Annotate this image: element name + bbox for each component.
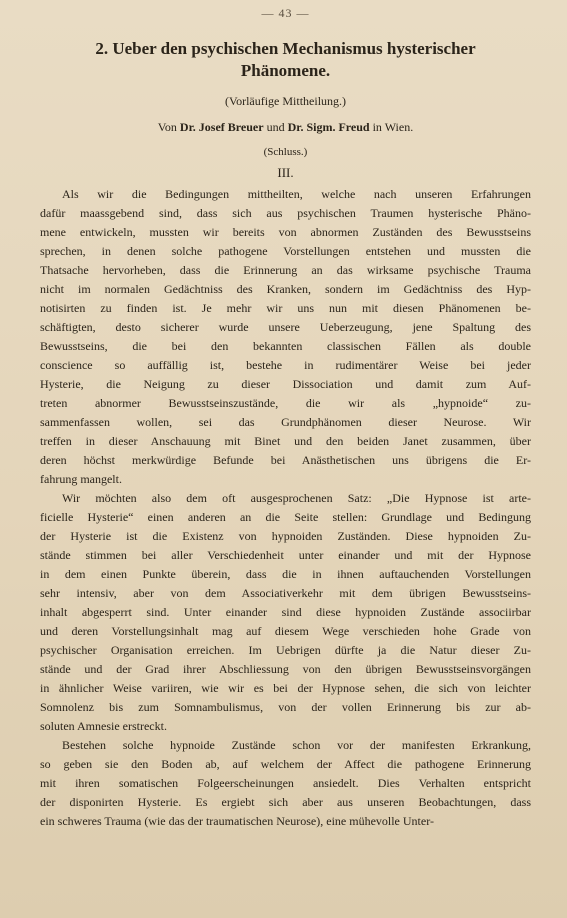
byline-conjunction: und — [263, 120, 288, 134]
byline — [40, 120, 531, 135]
author-breuer: Dr. Josef Breuer — [179, 120, 264, 134]
text-line: Bestehen solche hypnoide Zustände schon vor der manifesten Erkrankung, — [62, 738, 531, 752]
article-title — [40, 38, 531, 82]
text-line: soluten Amnesie erstreckt. — [40, 719, 167, 733]
title-line: 2. Ueber den psychischen Mechanismus hysterischer — [95, 39, 476, 58]
title-line: Phänomene. — [240, 61, 331, 80]
page-number: — 43 — — [261, 6, 310, 20]
text-line: deren höchst merkwürdige Befunde bei Anästhetischen uns übrigens die Er- — [40, 453, 531, 467]
preliminary-note: (Vorläufige Mittheilung.) — [224, 94, 347, 108]
section-number: III. — [277, 165, 294, 180]
text-line: sammenfassen wollen, sei das Grundphänomen dieser Neurose. Wir — [40, 415, 531, 429]
conclusion-note: (Schluss.) — [263, 146, 308, 158]
text-line: und deren Vorstellungsinhalt mag auf diesem Wege verschieden hohe Grade von — [40, 624, 531, 638]
text-line: stände und der Grad ihrer Abschliessung von den übrigen Bewusstseinsvorgängen — [40, 662, 531, 676]
text-line: der disponirten Hysterie. Es ergiebt sich aber aus unseren Beobachtungen, dass — [40, 795, 531, 809]
paragraph — [40, 736, 531, 831]
text-line: Bewusstseins, die bei den bekannten classischen Fällen als double — [40, 339, 531, 353]
text-line: psychischer Organisation erreichen. Im Uebrigen dürfte ja die Natur dieser Zu- — [40, 643, 531, 657]
text-line: ficielle Hysterie“ einen anderen an die Seite stellen: Grundlage und Bedingung — [40, 510, 531, 524]
text-line: notisirten zu finden ist. Je mehr wir uns nun mit diesen Phänomenen be- — [40, 301, 531, 315]
text-line: fahrung mangelt. — [40, 472, 122, 486]
text-line: sehr intensiv, aber von dem Associativerkehr mit dem übrigen Bewusstseins- — [40, 586, 531, 600]
text-line: Somnolenz bis zum Somnambulismus, von der vollen Erinnerung bis zur ab- — [40, 700, 531, 714]
text-line: dafür maassgebend sind, dass sich aus psychischen Traumen hysterische Phäno- — [40, 206, 531, 220]
text-line: der Hysterie ist die Existenz von hypnoiden Zuständen. Diese hypnoiden Zu- — [40, 529, 531, 543]
text-line: Hysterie, die Neigung zu dieser Dissociation und damit zum Auf- — [40, 377, 531, 391]
text-line: sprechen, in denen solche pathogene Vorstellungen entstehen und mussten die — [40, 244, 531, 258]
text-line: ein schweres Trauma (wie das der traumatischen Neurose), eine mühevolle Unter- — [40, 814, 434, 828]
text-line: Thatsache hervorheben, dass die Erinnerung an das wirksame psychische Trauma — [40, 263, 531, 277]
text-line: nicht im normalen Gedächtniss des Kranken, sondern im Gedächtniss des Hyp- — [40, 282, 531, 296]
text-line: conscience so auffällig ist, bestehe in rudimentärer Weise bei jeder — [40, 358, 531, 372]
text-line: mene entwickeln, mussten wir bereits von abnormen Zuständen des Bewusstseins — [40, 225, 531, 239]
text-line: schäftigten, desto sicherer wurde unsere Ueberzeugung, jene Spaltung des — [40, 320, 531, 334]
body-text — [40, 185, 531, 831]
text-line: Wir möchten also dem oft ausgesprochenen Satz: „Die Hypnose ist arte- — [62, 491, 531, 505]
text-line: inhalt abgesperrt sind. Unter einander sind diese hypnoiden Zustände associirbar — [40, 605, 531, 619]
text-line: treffen in dieser Anschauung mit Binet und den beiden Janet zusammen, über — [40, 434, 531, 448]
paragraph — [40, 185, 531, 489]
text-line: in ähnlicher Weise variiren, wie wir es bei der Hypnose sehen, die sich von leichter — [40, 681, 531, 695]
text-line: in dem einen Punkte überein, dass die in ihnen auftauchenden Vorstellungen — [40, 567, 531, 581]
paragraph — [40, 489, 531, 736]
text-line: Als wir die Bedingungen mittheilten, welche nach unseren Erfahrungen — [62, 187, 531, 201]
text-line: stände stimmen bei aller Verschiedenheit unter einander und mit der Hypnose — [40, 548, 531, 562]
text-line: so geben sie den Boden ab, auf welchem der Affect die pathogene Erinnerung — [40, 757, 531, 771]
text-line: mit ihren somatischen Folgeerscheinungen ansiedelt. Dies Verhalten entspricht — [40, 776, 531, 790]
byline-location: in Wien. — [369, 120, 414, 134]
text-line: treten abnormer Bewusstseinszustände, die wir als „hypnoide“ zu- — [40, 396, 531, 410]
byline-prefix: Von — [157, 120, 180, 134]
author-freud: Dr. Sigm. Freud — [287, 120, 370, 134]
